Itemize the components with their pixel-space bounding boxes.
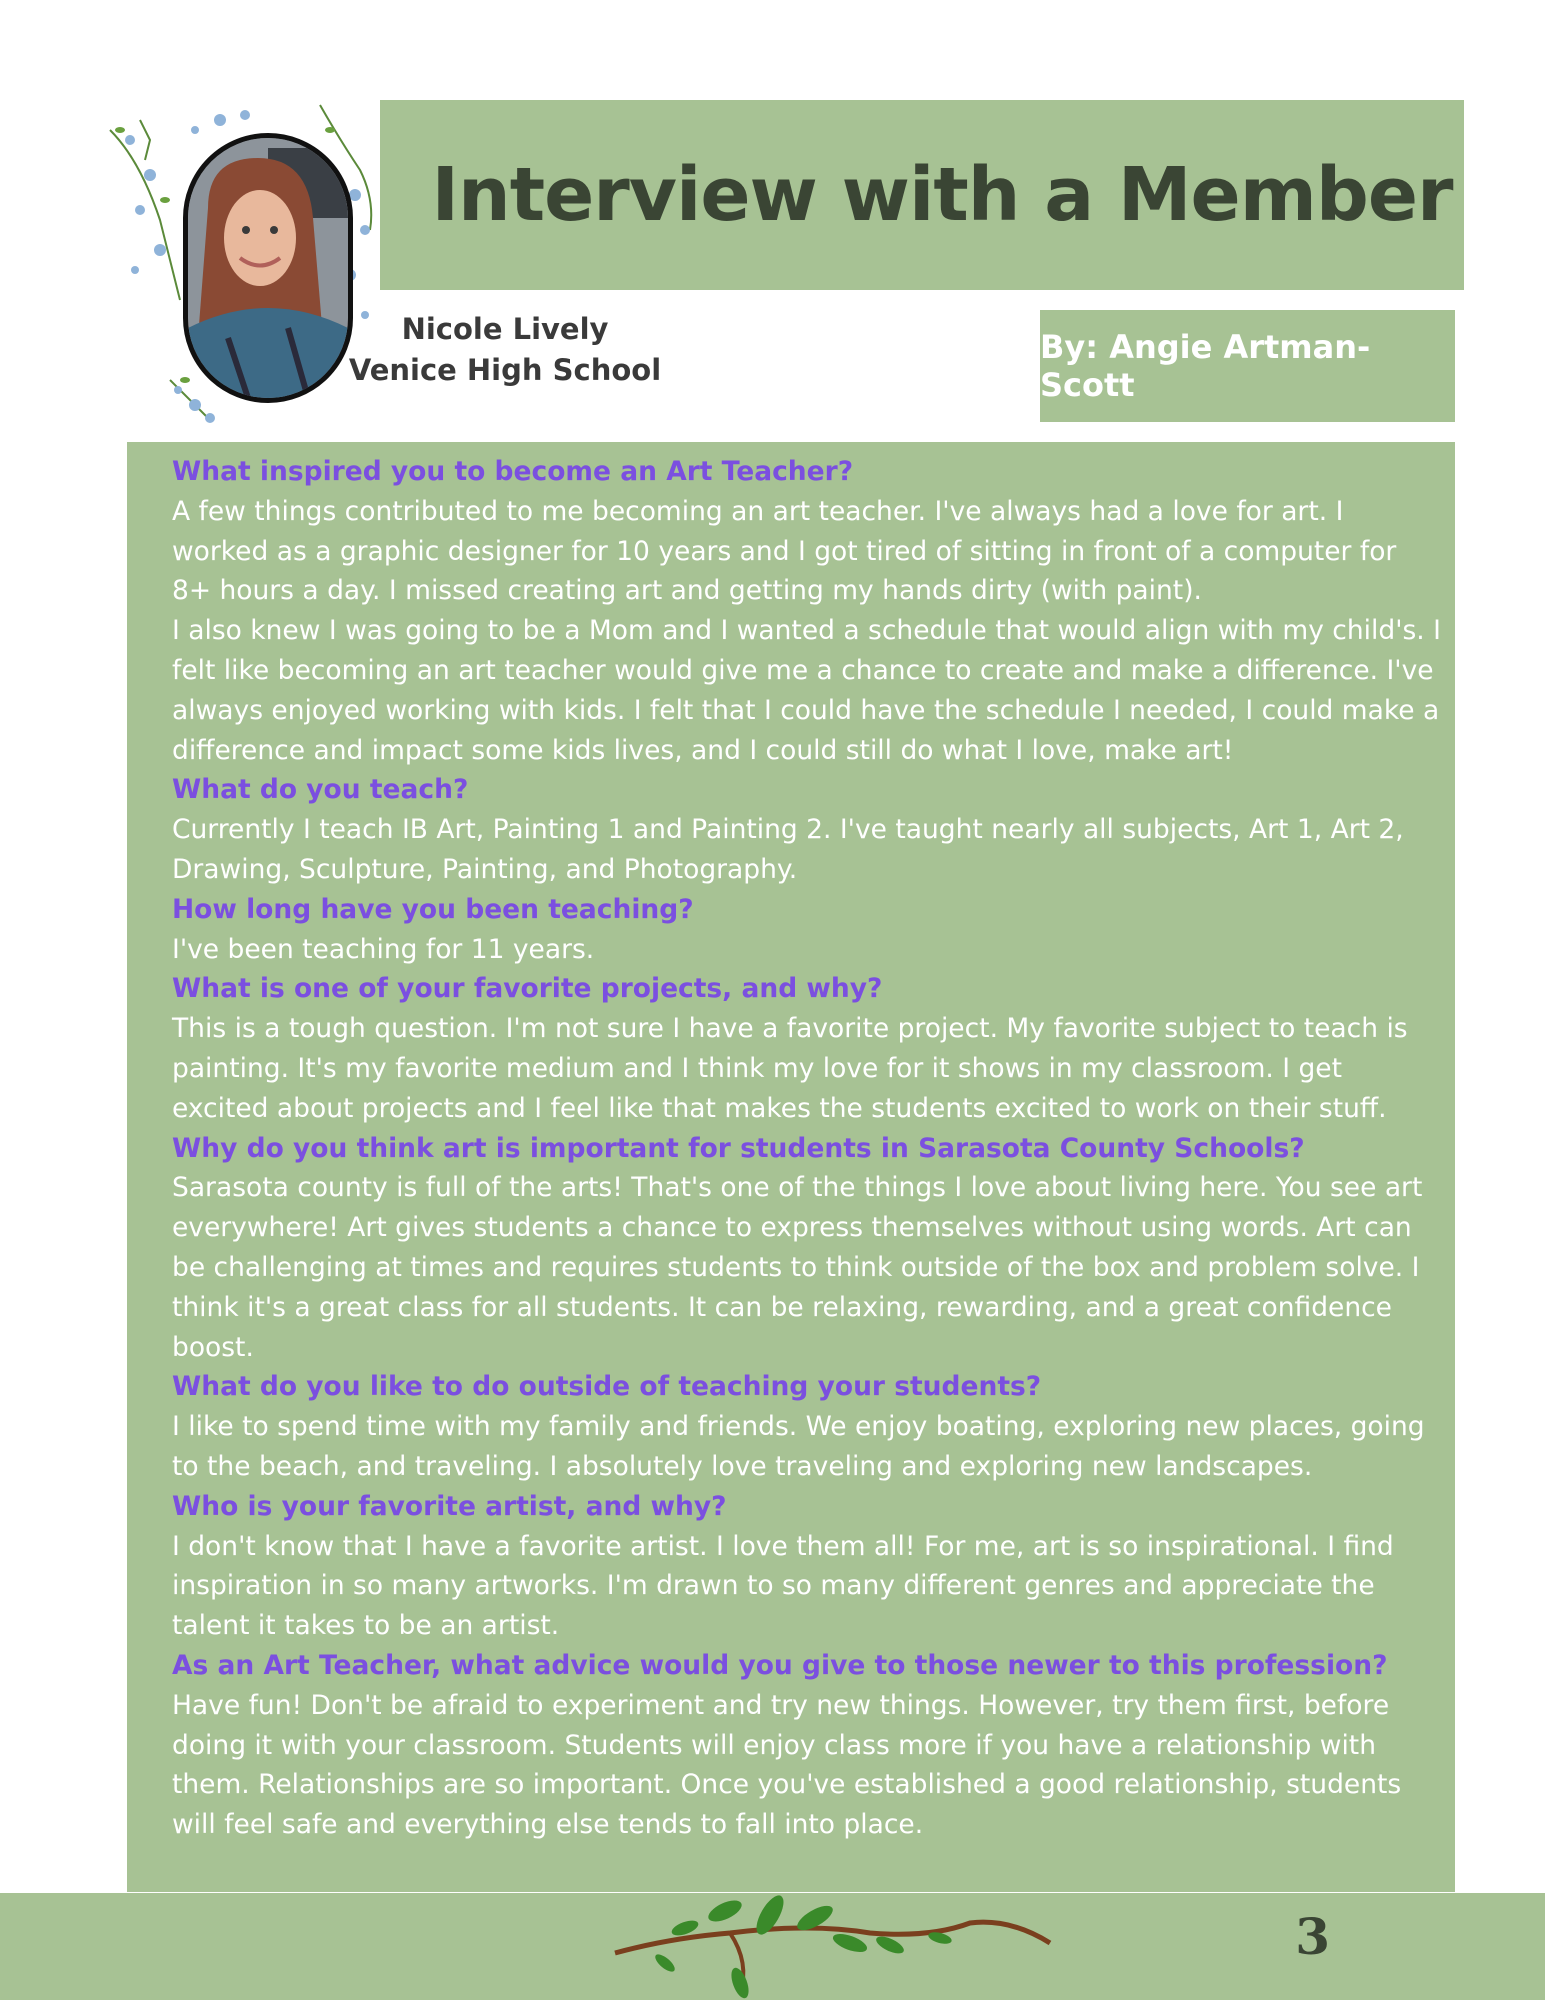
- interview-answer: Have fun! Don't be afraid to experiment and try new things. However, try them first, before doing it with your classroom. Students will enjoy class more if you have a relationship with them. Relationships are so important. Once you've established a good relationship, students will feel safe and everything else tends to fall into place.: [172, 1689, 1402, 1841]
- interview-question: What is one of your favorite projects, and why?: [172, 973, 883, 1005]
- interview-answer: This is a tough question. I'm not sure I have a favorite project. My favorite subject to teach is painting. It's my favorite medium and I think my love for it shows in my classroom. I get excited about projects and I feel like that makes the students excited to work on their stuff.: [172, 1013, 1408, 1124]
- title-banner: [380, 100, 1464, 290]
- interview-question: Why do you think art is important for students in Sarasota County Schools?: [172, 1132, 1305, 1164]
- interview-question: Who is your favorite artist, and why?: [172, 1490, 727, 1522]
- author-byline: By: Angie Artman-Scott: [1040, 328, 1371, 404]
- page-number: 3: [1295, 1907, 1330, 1966]
- interview-answer: I like to spend time with my family and friends. We enjoy boating, exploring new places, going to the beach, and traveling. I absolutely love traveling and exploring new landscapes.: [172, 1411, 1425, 1482]
- member-portrait: [183, 133, 353, 403]
- interview-question: What do you teach?: [172, 774, 469, 806]
- member-info: [330, 308, 680, 390]
- page-title: Interview with a Member: [431, 152, 1453, 238]
- interview-answer: Currently I teach IB Art, Painting 1 and Painting 2. I've taught nearly all subjects, Art 1, Art 2, Drawing, Sculpture, Painting, and Photography.: [172, 814, 1404, 885]
- interview-answer: Sarasota county is full of the arts! That's one of the things I love about living here. You see art everywhere! Art gives students a chance to express themselves without using words. Art can be challenging at times and requires students to think outside of the box and problem solve. I think it's a great class for all students. It can be relaxing, rewarding, and a great confidence boost.: [172, 1172, 1423, 1363]
- interview-question: How long have you been teaching?: [172, 893, 694, 925]
- portrait-image: [188, 138, 348, 398]
- byline-banner: [1040, 310, 1455, 422]
- interview-question: What do you like to do outside of teaching your students?: [172, 1371, 1042, 1403]
- interview-question: What inspired you to become an Art Teacher?: [172, 456, 854, 487]
- interview-panel: [127, 442, 1455, 1892]
- interview-question: As an Art Teacher, what advice would you give to those newer to this profession?: [172, 1649, 1388, 1681]
- branch-decoration: [610, 1893, 1060, 2000]
- member-school: Venice High School: [348, 353, 662, 387]
- interview-answer: I've been teaching for 11 years.: [172, 933, 595, 965]
- member-name: Nicole Lively: [401, 312, 609, 346]
- interview-answer: I don't know that I have a favorite artist. I love them all! For me, art is so inspirational. I find inspiration in so many artworks. I'm drawn to so many different genres and appreciate the talent it takes to be an artist.: [172, 1530, 1394, 1642]
- page-footer: [0, 1893, 1545, 2000]
- interview-answer: A few things contributed to me becoming an art teacher. I've always had a love for art. I worked as a graphic designer for 10 years and I got tired of sitting in front of a computer for 8+ hours a day. I missed creating art and getting my hands dirty (with paint). I also knew I was going to be a Mom and I wanted a schedule that would align with my child's. I felt like becoming an art teacher would give me a chance to create and make a difference. I've always enjoyed working with kids. I felt that I could have the schedule I needed, I could make a difference and impact some kids lives, and I could still do what I love, make art!: [172, 495, 1441, 766]
- interview-qa-list: [172, 452, 1442, 1845]
